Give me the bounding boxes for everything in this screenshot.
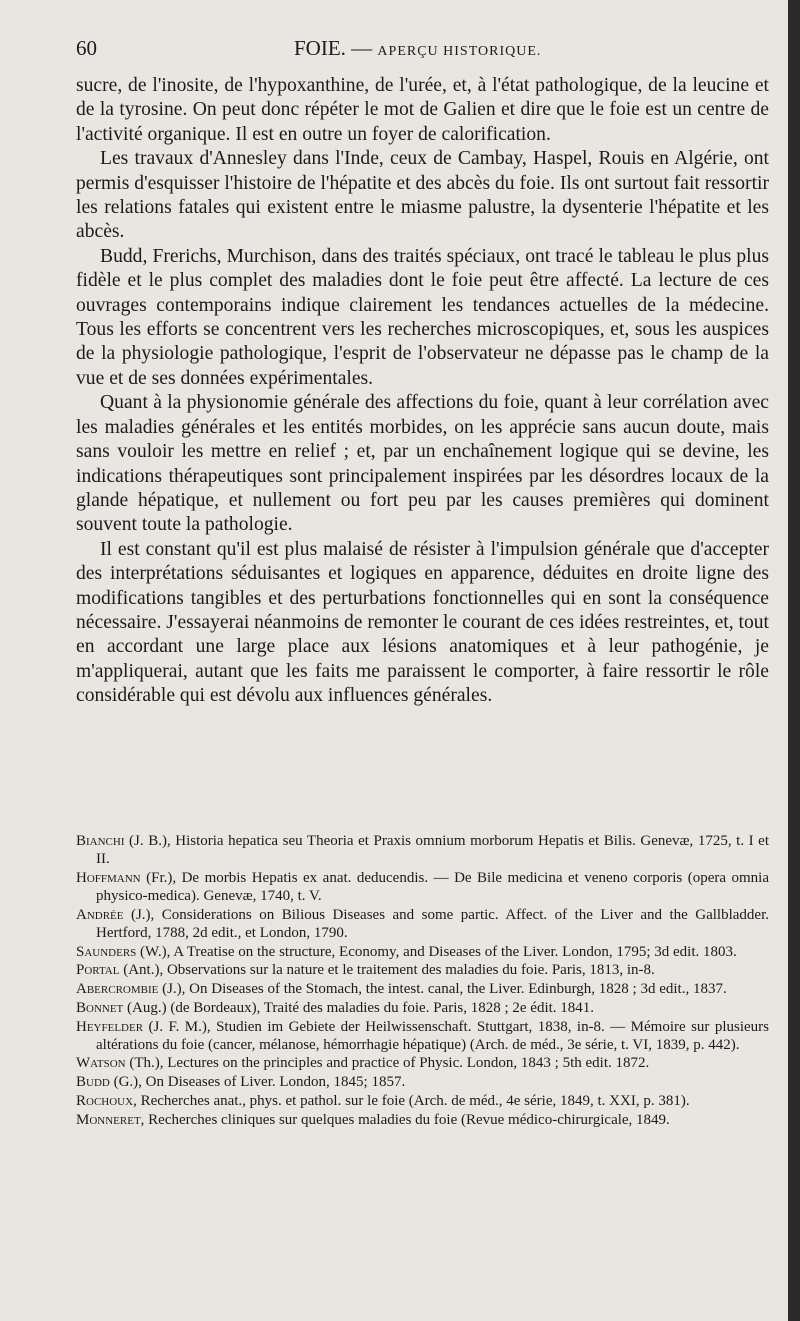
running-title: FOIE. — <box>294 36 378 60</box>
reference-author: Budd <box>76 1074 110 1091</box>
reference-details: , Recherches cliniques sur quelques maladies du foie (Revue médico-chirurgicale, 1849. <box>140 1111 670 1128</box>
reference-author: Bonnet <box>76 999 124 1016</box>
page-edge <box>788 0 800 1321</box>
reference-details: (J. F. M.), Studien im Gebiete der Heilwissenschaft. Stuttgart, 1838, in-8. — Mémoire sur plusieurs altérations du foie (cancer, mélanose, hémorrhagie hépatique) (Arch. de méd., 3e série, t. VI, 1839, p. 442). <box>96 1018 769 1053</box>
reference-entry <box>76 1054 769 1072</box>
reference-details: (Ant.), Observations sur la nature et le traitement des maladies du foie. Paris, 1813, in-8. <box>119 962 655 979</box>
reference-details: , Recherches anat., phys. et pathol. sur le foie (Arch. de méd., 4e série, 1849, t. XXI, p. 381). <box>133 1092 690 1109</box>
reference-entry <box>76 869 769 905</box>
reference-details: (Aug.) (de Bordeaux), Traité des maladies du foie. Paris, 1828 ; 2e édit. 1841. <box>123 999 595 1016</box>
reference-author: Saunders <box>76 943 137 960</box>
reference-details: (W.), A Treatise on the structure, Economy, and Diseases of the Liver. London, 1795; 3d edit. 1803. <box>136 943 737 960</box>
page-header <box>76 36 766 66</box>
reference-entry <box>76 980 769 998</box>
reference-author: Heyfelder <box>76 1018 144 1035</box>
reference-author: Watson <box>76 1055 126 1072</box>
running-subtitle: APERÇU HISTORIQUE. <box>377 44 542 59</box>
running-head <box>294 36 541 61</box>
paragraph: Il est constant qu'il est plus malaisé de résister à l'impulsion générale que d'accepter des interprétations séduisantes et logiques en apparence, déduites en droite ligne des modifications tangibles et des perturbations fonctionnelles qui en sont la conséquence nécessaire. J'essayerai néanmoins de remonter le courant de ces idées restreintes, et, tout en accordant une large place aux lésions anatomiques et à leur pathogénie, je m'appliquerai, autant que les faits me paraissent le comporter, à faire ressortir le rôle considérable qui est dévolu aux influences générales. <box>76 538 769 707</box>
paragraph: Budd, Frerichs, Murchison, dans des traités spéciaux, ont tracé le tableau le plus plus fidèle et le plus complet des maladies dont le foie peut être affecté. La lecture de ces ouvrages contemporains indique clairement les tendances actuelles de la médecine. Tous les efforts se concentrent vers les recherches microscopiques, et, sous les auspices de la physiologie pathologique, l'esprit de l'observateur ne dépasse pas le champ de la vue et de ses données expérimentales. <box>76 245 769 389</box>
reference-entry <box>76 1092 769 1110</box>
bibliography <box>76 832 769 1129</box>
reference-entry <box>76 832 769 868</box>
reference-details: (J. B.), Historia hepatica seu Theoria et Praxis omnium morborum Hepatis et Bilis. Genevæ, 1725, t. I et II. <box>96 833 769 868</box>
reference-details: (Fr.), De morbis Hepatis ex anat. deducendis. — De Bile medicina et veneno corporis (opera omnia physico-medica). Genevæ, 1740, t. V. <box>96 869 769 905</box>
reference-author: Portal <box>76 962 120 979</box>
reference-details: (G.), On Diseases of Liver. London, 1845; 1857. <box>109 1074 406 1091</box>
paragraph: sucre, de l'inosite, de l'hypoxanthine, de l'urée, et, à l'état pathologique, de la leucine et de la tyrosine. On peut donc répéter le mot de Galien et dire que le foie est un centre de l'activité organique. Il est en outre un foyer de calorification. <box>76 75 769 145</box>
reference-author: Monneret <box>76 1111 141 1128</box>
reference-entry <box>76 906 769 942</box>
reference-author: Bianchi <box>76 833 125 849</box>
reference-entry <box>76 1111 769 1129</box>
paragraph: Les travaux d'Annesley dans l'Inde, ceux de Cambay, Haspel, Rouis en Algérie, ont permis d'esquisser l'histoire de l'hépatite et des abcès du foie. Ils ont surtout fait ressortir les relations fatales qui existent entre le miasme palustre, la dysenterie l'hépatite et les abcès. <box>76 148 769 243</box>
reference-details: (J.), On Diseases of the Stomach, the intest. canal, the Liver. Edinburgh, 1828 ; 3d edit., 1837. <box>158 981 727 998</box>
body-text <box>76 74 769 709</box>
reference-entry <box>76 999 769 1017</box>
reference-details: (J.), Considerations on Bilious Diseases and some partic. Affect. of the Liver and the Gallbladder. Hertford, 1788, 2d edit., et London, 1790. <box>96 906 769 942</box>
page-number: 60 <box>76 36 97 60</box>
reference-details: (Th.), Lectures on the principles and practice of Physic. London, 1843 ; 5th edit. 1872. <box>125 1055 650 1072</box>
paragraph: Quant à la physionomie générale des affections du foie, quant à leur corrélation avec les maladies générales et les entités morbides, on les apprécie sans aucun doute, mais sans vouloir les mettre en relief ; et, par un enchaînement logique qui se devine, les indications thérapeutiques sont principalement inspirées par les désordres locaux de la glande hépatique, et nullement ou fort peu par les causes premières qui dominent souvent toute la pathologie. <box>76 392 769 536</box>
reference-entry <box>76 943 769 961</box>
reference-entry <box>76 1073 769 1091</box>
reference-author: Andrée <box>76 906 124 923</box>
reference-entry <box>76 1018 769 1054</box>
reference-entry <box>76 961 769 979</box>
reference-author: Rochoux <box>76 1092 134 1109</box>
reference-author: Hoffmann <box>76 869 141 886</box>
reference-author: Abercrombie <box>76 981 159 998</box>
